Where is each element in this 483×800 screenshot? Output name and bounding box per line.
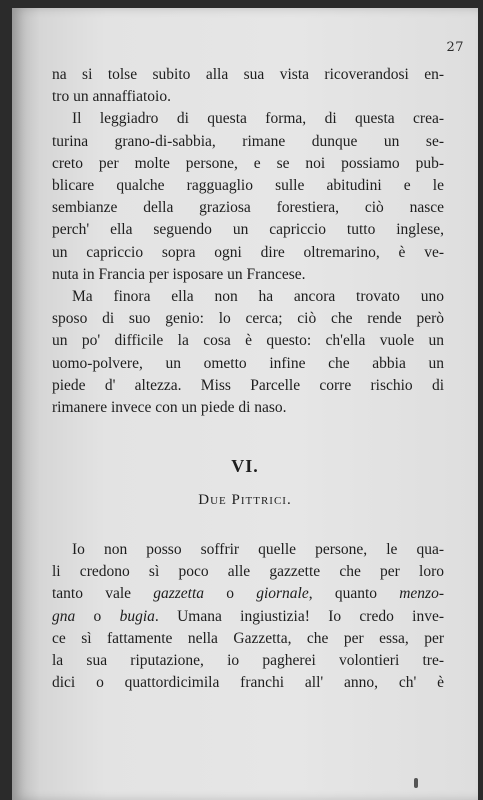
italic-word: giornale [256,585,309,603]
text-line: dici o quattordicimila franchi all' anno, ch' è [52,674,444,692]
italic-word: gazzetta [153,585,205,603]
text-line: creto per molte persone, e se noi possiamo pub- [52,154,444,172]
text-line [52,606,444,628]
text-run: , quanto [308,585,400,603]
italic-word: menzo- [399,585,445,603]
chapter-number: VI. [231,456,259,476]
book-page [12,8,478,800]
paragraph-3 [52,286,444,419]
text-block-bottom [52,539,444,694]
ink-spot [414,778,418,788]
text-line: la sua riputazione, io pagherei volontieri tre- [52,652,444,670]
paragraph-1 [52,64,444,108]
text-line: un capriccio sopra ogni dire oltremarino, è ve- [52,243,444,261]
text-run: o [75,607,120,625]
text-line: li credono sì poco alle gazzette che per loro [52,563,444,581]
text-run: o [204,585,257,603]
text-line [52,583,444,605]
text-line: rimanere invece con un piede di naso. [52,399,287,417]
text-line: un po' difficile la cosa è questo: ch'ella vuole un [52,332,444,350]
text-line: perch' ella seguendo un capriccio tutto inglese, [52,221,444,239]
chapter-title: Due Pittrici. [198,492,292,508]
text-run: tanto vale [52,585,154,603]
paragraph-4 [52,539,444,694]
italic-word: gna [52,607,76,625]
text-line: Il leggiadro di questa forma, di questa crea- [72,110,444,128]
text-line: piede d' altezza. Miss Parcelle corre rischio di [52,376,444,394]
text-line: tro un annaffiatoio. [52,88,171,106]
paragraph-2 [52,108,444,286]
text-line: na si tolse subito alla sua vista ricoverandosi en- [52,66,444,83]
text-line: ce sì fattamente nella Gazzetta, che per essa, per [52,629,444,647]
text-line: sposo di suo genio: lo cerca; ciò che rende però [52,310,444,328]
text-line: blicare qualche ragguaglio sulle abitudini e le [52,177,444,195]
text-line: Ma finora ella non ha ancora trovato uno [72,288,444,306]
text-block-top [52,64,444,419]
page-number: 27 [446,40,464,55]
text-line: Io non posso soffrir quelle persone, le qua- [72,541,444,558]
text-run: . Umana ingiustizia! Io credo inve- [154,607,444,625]
text-line: uomo-polvere, un ometto infine che abbia un [52,354,444,372]
text-line: nuta in Francia per isposare un Francese. [52,265,306,283]
italic-word: bugia [119,607,155,625]
text-line: turina grano-di-sabbia, rimane dunque un se- [52,132,444,150]
text-line: sembianze della graziosa forestiera, ciò nasce [52,199,444,217]
